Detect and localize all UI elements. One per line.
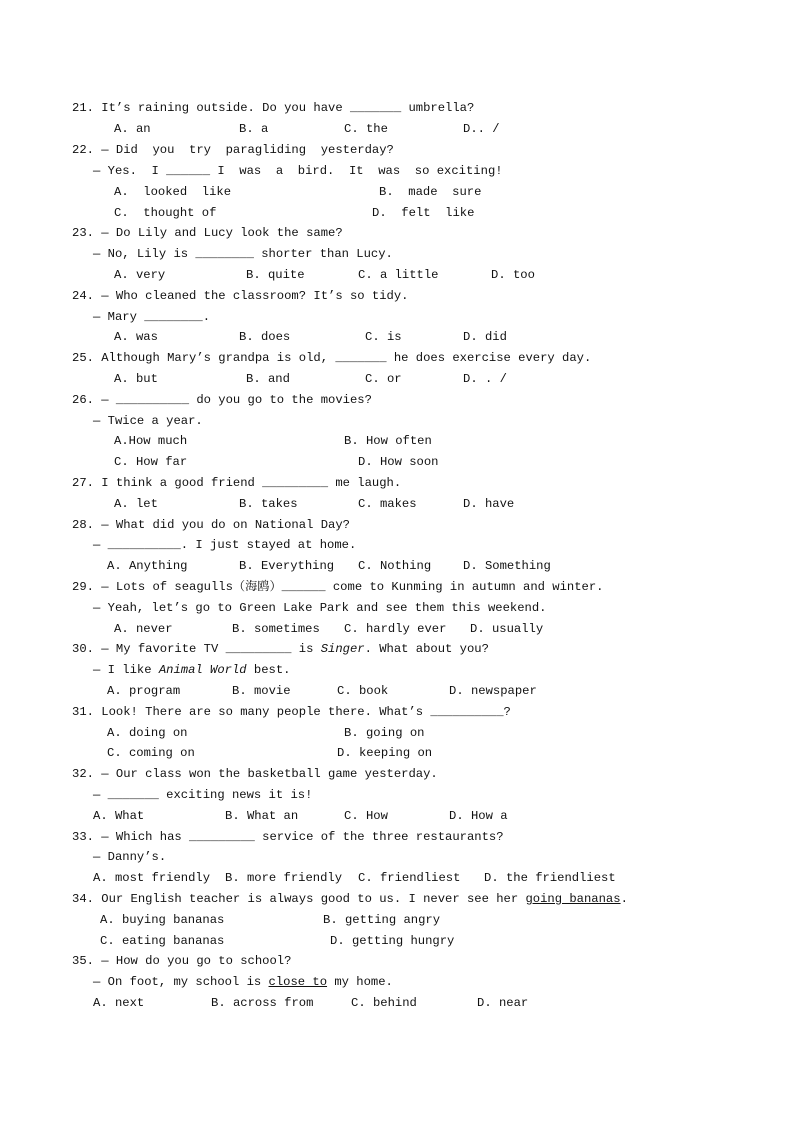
option-d: D. How a [449, 809, 508, 823]
option-b: B. movie [232, 684, 291, 698]
question-text: — Lots of seagulls（海鸥）______ come to Kunming in autumn and winter. [101, 580, 604, 594]
question-32-reply: — _______ exciting news it is! [93, 788, 313, 802]
question-24-stem [72, 288, 408, 304]
question-number: 22. [72, 143, 94, 157]
option-a: A. next [93, 996, 145, 1010]
question-text: I think a good friend _________ me laugh. [101, 476, 402, 490]
option-a: A. let [114, 497, 158, 511]
question-number: 34. [72, 892, 94, 906]
question-31-stem [72, 704, 511, 720]
option-c: C. thought of [114, 206, 217, 220]
question-26-reply: — Twice a year. [93, 414, 203, 428]
option-c: C. friendliest [358, 871, 461, 885]
question-number: 23. [72, 226, 94, 240]
question-number: 29. [72, 580, 94, 594]
question-21-stem [72, 100, 474, 116]
reply-text-end: my home. [327, 975, 393, 989]
option-c: C. coming on [107, 746, 195, 760]
option-a: A. an [114, 122, 151, 136]
option-a: A. buying bananas [100, 913, 225, 927]
option-a: A. but [114, 372, 158, 386]
question-number: 25. [72, 351, 94, 365]
question-number: 35. [72, 954, 94, 968]
question-28-stem [72, 517, 350, 533]
option-c: C. a little [358, 268, 439, 282]
option-b: B. does [239, 330, 291, 344]
option-c: C. Nothing [358, 559, 432, 573]
option-c: C. How [344, 809, 388, 823]
option-b: B. How often [344, 434, 432, 448]
option-b: B. going on [344, 726, 425, 740]
option-b: B. getting angry [323, 913, 441, 927]
option-a: A. What [93, 809, 145, 823]
option-b: B. quite [246, 268, 305, 282]
question-text: It’s raining outside. Do you have _______ umbrella? [101, 101, 475, 115]
question-text: — Did you try paragliding yesterday? [101, 143, 394, 157]
option-b: B. takes [239, 497, 298, 511]
option-a: A. was [114, 330, 158, 344]
question-text-end: . [620, 892, 628, 906]
question-26-stem [72, 392, 372, 408]
option-d: D. did [463, 330, 507, 344]
option-a: A. looked like [114, 185, 232, 199]
question-text: — What did you do on National Day? [101, 518, 350, 532]
question-text: Although Mary’s grandpa is old, _______ he does exercise every day. [101, 351, 592, 365]
question-29-reply: — Yeah, let’s go to Green Lake Park and see them this weekend. [93, 601, 547, 615]
question-32-stem [72, 766, 438, 782]
option-d: D. newspaper [449, 684, 537, 698]
question-number: 31. [72, 705, 94, 719]
show-title: Animal World [158, 663, 247, 677]
question-33-stem [72, 829, 504, 845]
question-number: 21. [72, 101, 94, 115]
question-23-stem [72, 225, 343, 241]
option-d: D. How soon [358, 455, 439, 469]
reply-text: — I like [93, 663, 159, 677]
question-text: — Our class won the basketball game yesterday. [101, 767, 438, 781]
question-35-reply [93, 974, 393, 990]
question-33-reply: — Danny’s. [93, 850, 167, 864]
question-23-reply: — No, Lily is ________ shorter than Lucy. [93, 247, 393, 261]
question-text: — __________ do you go to the movies? [101, 393, 372, 407]
option-d: D.. / [463, 122, 500, 136]
question-number: 26. [72, 393, 94, 407]
underlined-phrase: close to [268, 975, 328, 989]
option-c: C. book [337, 684, 389, 698]
option-c: C. makes [358, 497, 417, 511]
question-number: 27. [72, 476, 94, 490]
option-c: C. is [365, 330, 402, 344]
question-30-stem [72, 641, 489, 657]
question-text: — My favorite TV _________ is [101, 642, 321, 656]
question-text: Our English teacher is always good to us. I never see her [101, 892, 526, 906]
question-number: 33. [72, 830, 94, 844]
option-a: A. most friendly [93, 871, 211, 885]
option-b: B. and [246, 372, 290, 386]
option-d: D. . / [463, 372, 507, 386]
question-text: — Which has _________ service of the three restaurants? [101, 830, 504, 844]
option-c: C. hardly ever [344, 622, 447, 636]
question-25-stem [72, 350, 591, 366]
question-number: 24. [72, 289, 94, 303]
option-c: C. eating bananas [100, 934, 225, 948]
question-number: 28. [72, 518, 94, 532]
option-b: B. made sure [379, 185, 482, 199]
option-d: D. the friendliest [484, 871, 616, 885]
question-28-reply: — __________. I just stayed at home. [93, 538, 357, 552]
question-22-stem [72, 142, 394, 158]
option-d: D. too [491, 268, 535, 282]
option-d: D. have [463, 497, 515, 511]
question-29-stem [72, 579, 603, 595]
question-text-end: . What about you? [364, 642, 489, 656]
option-a: A. doing on [107, 726, 188, 740]
option-a: A. never [114, 622, 173, 636]
option-d: D. felt like [372, 206, 475, 220]
question-text: — How do you go to school? [101, 954, 292, 968]
reply-text: — On foot, my school is [93, 975, 269, 989]
question-24-reply: — Mary ________. [93, 310, 211, 324]
question-22-reply: — Yes. I ______ I was a bird. It was so exciting! [93, 164, 503, 178]
option-a: A. very [114, 268, 166, 282]
question-35-stem [72, 953, 291, 969]
question-30-reply [93, 662, 290, 678]
question-text: — Who cleaned the classroom? It’s so tidy. [101, 289, 409, 303]
option-c: C. the [344, 122, 388, 136]
question-34-stem [72, 891, 628, 907]
option-b: B. Everything [239, 559, 335, 573]
option-b: B. across from [211, 996, 314, 1010]
question-text: — Do Lily and Lucy look the same? [101, 226, 343, 240]
option-b: B. sometimes [232, 622, 320, 636]
option-d: D. keeping on [337, 746, 433, 760]
option-a: A. program [107, 684, 181, 698]
question-27-stem [72, 475, 401, 491]
question-number: 32. [72, 767, 94, 781]
option-d: D. usually [470, 622, 544, 636]
option-c: C. behind [351, 996, 417, 1010]
option-d: D. Something [463, 559, 551, 573]
option-d: D. getting hungry [330, 934, 455, 948]
option-c: C. or [365, 372, 402, 386]
option-a: A.How much [114, 434, 188, 448]
question-number: 30. [72, 642, 94, 656]
option-a: A. Anything [107, 559, 188, 573]
option-b: B. What an [225, 809, 299, 823]
question-text: Look! There are so many people there. What’s __________? [101, 705, 511, 719]
underlined-phrase: going bananas [525, 892, 621, 906]
option-d: D. near [477, 996, 529, 1010]
option-b: B. a [239, 122, 269, 136]
show-title: Singer [320, 642, 365, 656]
option-b: B. more friendly [225, 871, 343, 885]
option-c: C. How far [114, 455, 188, 469]
reply-text-end: best. [246, 663, 291, 677]
